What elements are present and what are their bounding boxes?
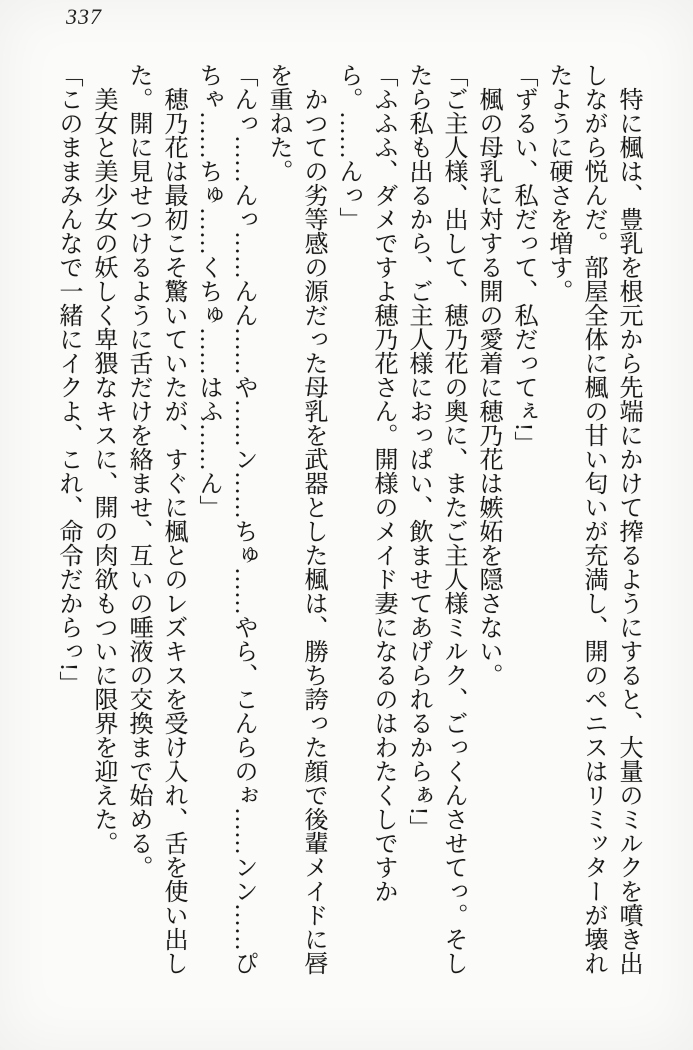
paragraph-4: 「ご主人様、出して、穂乃花の奥に、またご主人様ミルク、ごっくんさせてっ。そしたら私も出るから、ご主人様におっぱい、飲ませてあげられるからぁ!」 bbox=[405, 63, 466, 975]
paragraph-10: 「このままみんなで一緒にイクよ、これ、命令だからっ!」 bbox=[55, 63, 81, 695]
paragraph-9: 美女と美少女の妖しく卑猥なキスに、開の肉欲もついに限界を迎えた。 bbox=[90, 87, 116, 855]
paragraph-2: 「ずるい、私だって、私だってぇ!」 bbox=[510, 63, 536, 455]
paragraph-8: 穂乃花は最初こそ驚いていたが、すぐに楓とのレズキスを受け入れ、舌を使い出した。開に見せつけるように舌だけを絡ませ、互いの唾液の交換まで始める。 bbox=[125, 63, 186, 975]
paragraph-3: 楓の母乳に対する開の愛着に穂乃花は嫉妬を隠さない。 bbox=[475, 87, 501, 687]
paragraph-5: 「ふふふ、ダメですよ穂乃花さん。開様のメイド妻になるのはわたくしですから。……んっ」 bbox=[335, 63, 396, 903]
paragraph-6: かつての劣等感の源だった母乳を武器とした楓は、勝ち誇った顔で後輩メイドに唇を重ねた。 bbox=[265, 63, 326, 975]
page-number: 337 bbox=[66, 4, 102, 29]
paragraph-1: 特に楓は、豊乳を根元から先端にかけて搾るようにすると、大量のミルクを噴き出しながら悦んだ。部屋全体に楓の甘い匂いが充満し、開のペニスはリミッターが壊れたように硬さを増す。 bbox=[545, 63, 641, 975]
paragraph-7: 「んっ……んっ……んん……や……ン……ちゅ……やら、こんらのぉ……ンン……ぴちゃ……ちゅ……くちゅ……はふ……ん」 bbox=[195, 63, 256, 975]
vertical-text-block bbox=[50, 63, 645, 975]
